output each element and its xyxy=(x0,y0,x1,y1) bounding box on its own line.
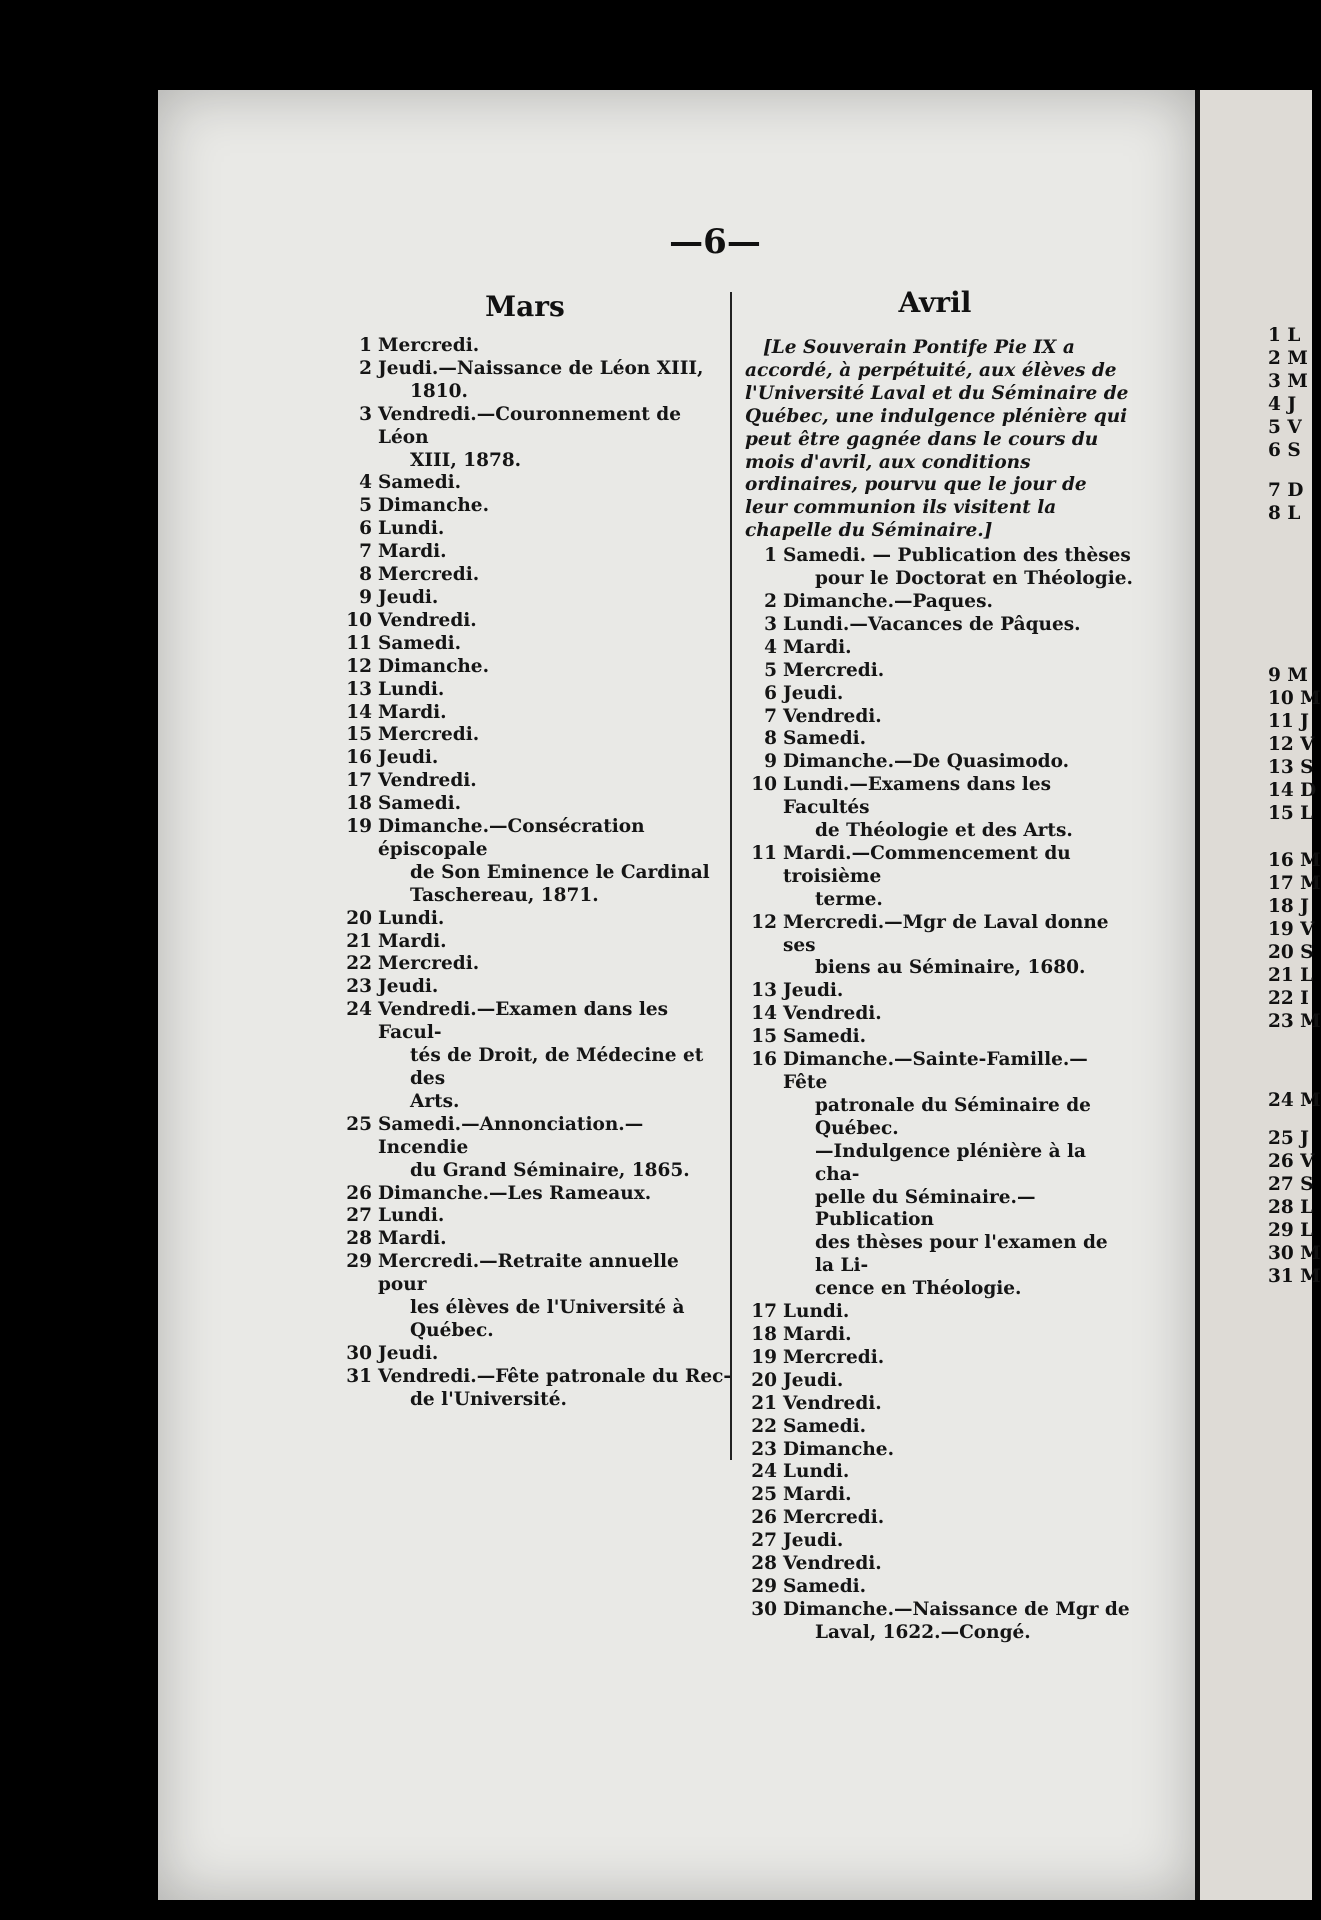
day-text: Vendredi. xyxy=(783,1392,882,1414)
adjacent-page-fragment: 7 D xyxy=(1268,480,1304,501)
day-text: Mercredi.—Retraite annuelle pour xyxy=(378,1251,679,1296)
day-text-continued: XIII, 1878. xyxy=(410,449,522,471)
day-text: Mercredi. xyxy=(783,1346,885,1368)
day-text: Vendredi.—Examen dans les Facul- xyxy=(378,999,669,1044)
day-text: Lundi. xyxy=(378,1205,445,1227)
day-text-continued: cence en Théologie. xyxy=(815,1278,1022,1300)
mars-day-entry xyxy=(340,793,732,816)
day-text-continued: les élèves de l'Université à Québec. xyxy=(410,1297,685,1341)
day-text: Mercredi. xyxy=(783,1507,885,1529)
day-text-continued: du Grand Séminaire, 1865. xyxy=(410,1159,690,1181)
day-number: 9 xyxy=(764,751,777,773)
adjacent-page-fragment: 19 V xyxy=(1268,919,1315,940)
adjacent-page-fragment: 29 L xyxy=(1268,1220,1314,1241)
day-text: Vendredi.—Couronnement de Léon xyxy=(378,403,681,448)
adjacent-page-fragment: 14 D xyxy=(1268,780,1317,801)
day-number: 25 xyxy=(751,1484,777,1506)
day-text: Samedi.—Annonciation.—Incendie xyxy=(378,1113,644,1158)
avril-day-entry xyxy=(745,545,1133,591)
avril-day-entry xyxy=(745,1530,1133,1553)
day-text: Dimanche. xyxy=(378,655,490,677)
day-number: 18 xyxy=(751,1323,777,1345)
day-number: 2 xyxy=(764,590,777,612)
mars-day-entry xyxy=(340,1114,732,1183)
day-text: Samedi. xyxy=(783,1415,867,1437)
day-number: 12 xyxy=(751,911,777,933)
day-number: 14 xyxy=(346,701,372,723)
day-text: Lundi. xyxy=(378,518,445,540)
day-text: Jeudi. xyxy=(783,1369,844,1391)
day-text-continued: de l'Université. xyxy=(410,1388,567,1410)
avril-day-entry xyxy=(745,1049,1133,1301)
avril-day-entry xyxy=(745,980,1133,1003)
day-text: Vendredi. xyxy=(783,705,882,727)
avril-day-entry xyxy=(745,1416,1133,1439)
avril-day-entry xyxy=(745,1553,1133,1576)
day-number: 6 xyxy=(764,682,777,704)
day-number: 20 xyxy=(751,1369,777,1391)
day-number: 3 xyxy=(764,613,777,635)
day-text-continued: de Son Eminence le Cardinal xyxy=(410,861,710,883)
day-number: 13 xyxy=(751,980,777,1002)
day-text-continued: biens au Séminaire, 1680. xyxy=(815,957,1086,979)
mars-day-entry xyxy=(340,541,732,564)
adjacent-page-fragment: 23 M xyxy=(1268,1011,1321,1032)
day-number: 27 xyxy=(751,1530,777,1552)
day-text: Mardi. xyxy=(378,1228,447,1250)
adjacent-page-fragment: 6 S xyxy=(1268,440,1301,461)
mars-day-entry xyxy=(340,931,732,954)
day-text: Dimanche.—De Quasimodo. xyxy=(783,751,1070,773)
adjacent-page-fragment: 16 M xyxy=(1268,850,1321,871)
day-text-continued: Taschereau, 1871. xyxy=(410,884,599,906)
day-number: 4 xyxy=(764,636,777,658)
day-number: 6 xyxy=(359,518,372,540)
mars-day-entry xyxy=(340,564,732,587)
mars-day-entry xyxy=(340,770,732,793)
day-text: Mercredi. xyxy=(378,953,480,975)
day-number: 25 xyxy=(346,1113,372,1135)
day-text: Mardi. xyxy=(378,930,447,952)
day-number: 24 xyxy=(346,999,372,1021)
avril-day-entry xyxy=(745,614,1133,637)
adjacent-page-fragment: 26 V xyxy=(1268,1151,1315,1172)
mars-day-entry xyxy=(340,976,732,999)
day-number: 10 xyxy=(346,609,372,631)
day-text: Jeudi. xyxy=(783,682,844,704)
adjacent-page-fragment: 3 M xyxy=(1268,371,1308,392)
day-text-continued: patronale du Séminaire de Québec. xyxy=(815,1094,1091,1139)
day-text: Vendredi.—Fête patronale du Rec- xyxy=(378,1365,732,1387)
day-number: 21 xyxy=(751,1392,777,1414)
avril-day-entry xyxy=(745,728,1133,751)
day-text: Dimanche.—Sainte-Famille.— Fête xyxy=(783,1049,1088,1093)
day-text: Samedi. xyxy=(783,728,867,750)
day-text: Mardi. xyxy=(378,541,447,563)
day-number: 8 xyxy=(359,564,372,586)
avril-day-entry xyxy=(745,1599,1133,1645)
day-number: 24 xyxy=(751,1461,777,1483)
mars-day-entry xyxy=(340,518,732,541)
adjacent-page-fragment: 28 L xyxy=(1268,1197,1314,1218)
day-text: Mercredi.—Mgr de Laval donne ses xyxy=(783,911,1109,956)
day-number: 5 xyxy=(359,495,372,517)
adjacent-page-fragment: 11 J xyxy=(1268,711,1309,732)
day-number: 7 xyxy=(764,705,777,727)
mars-day-entry xyxy=(340,1205,732,1228)
day-text: Lundi. xyxy=(378,907,445,929)
adjacent-page-fragment: 18 J xyxy=(1268,896,1309,917)
day-number: 22 xyxy=(346,953,372,975)
day-number: 30 xyxy=(751,1598,777,1620)
day-text: Mardi. xyxy=(783,1484,852,1506)
adjacent-page-fragment: 31 M xyxy=(1268,1266,1321,1287)
avril-day-entry xyxy=(745,1484,1133,1507)
day-text: Lundi.—Vacances de Pâques. xyxy=(783,613,1081,635)
day-number: 26 xyxy=(751,1507,777,1529)
day-text: Samedi. — Publication des thèses xyxy=(783,545,1131,567)
adjacent-page-fragment: 5 V xyxy=(1268,417,1302,438)
day-text-continued: tés de Droit, de Médecine et des xyxy=(410,1045,704,1089)
avril-day-entry xyxy=(745,912,1133,981)
day-text: Vendredi. xyxy=(783,1553,882,1575)
adjacent-page-fragment: 22 I xyxy=(1268,988,1309,1009)
day-number: 30 xyxy=(346,1342,372,1364)
mars-day-entry xyxy=(340,679,732,702)
day-number: 16 xyxy=(346,747,372,769)
day-text: Dimanche.—Consécration épiscopale xyxy=(378,816,645,860)
day-text-continued: pour le Doctorat en Théologie. xyxy=(815,568,1133,590)
day-text: Jeudi. xyxy=(378,747,439,769)
day-number: 7 xyxy=(359,541,372,563)
day-text: Lundi. xyxy=(783,1461,850,1483)
mars-day-entry xyxy=(340,724,732,747)
avril-day-entry xyxy=(745,1461,1133,1484)
avril-day-entry xyxy=(745,1439,1133,1462)
avril-day-entry xyxy=(745,683,1133,706)
mars-day-entry xyxy=(340,1251,732,1343)
avril-column xyxy=(745,337,1133,1645)
avril-day-entry xyxy=(745,1003,1133,1026)
day-text: Lundi. xyxy=(378,678,445,700)
mars-day-entry xyxy=(340,1183,732,1206)
adjacent-page-fragment: 15 L xyxy=(1268,803,1314,824)
avril-day-entry xyxy=(745,1324,1133,1347)
day-text: Jeudi.—Naissance de Léon XIII, xyxy=(378,357,704,379)
adjacent-page-fragment: 30 M xyxy=(1268,1243,1321,1264)
day-number: 28 xyxy=(751,1553,777,1575)
day-text: Mardi. xyxy=(783,636,852,658)
day-text: Mercredi. xyxy=(378,724,480,746)
avril-day-entry xyxy=(745,1347,1133,1370)
avril-day-entry xyxy=(745,1301,1133,1324)
avril-day-entry xyxy=(745,1393,1133,1416)
day-number: 18 xyxy=(346,793,372,815)
day-text: Dimanche. xyxy=(783,1438,895,1460)
mars-day-entry xyxy=(340,404,732,473)
mars-day-entry xyxy=(340,953,732,976)
adjacent-page-fragment: 17 M xyxy=(1268,873,1321,894)
day-text: Mercredi. xyxy=(378,335,480,356)
avril-heading: Avril xyxy=(898,286,972,319)
day-number: 11 xyxy=(751,842,777,864)
day-text-continued: terme. xyxy=(815,888,883,910)
day-number: 29 xyxy=(751,1575,777,1597)
mars-heading: Mars xyxy=(485,290,565,323)
day-number: 22 xyxy=(751,1415,777,1437)
avril-day-entry xyxy=(745,843,1133,912)
day-number: 3 xyxy=(359,403,372,425)
day-text-continued: de Théologie et des Arts. xyxy=(815,820,1073,842)
adjacent-page-fragment: 4 J xyxy=(1268,394,1297,415)
day-text-continued: —Indulgence plénière à la cha- xyxy=(815,1140,1087,1185)
day-number: 15 xyxy=(346,724,372,746)
day-number: 8 xyxy=(764,728,777,750)
mars-day-entry xyxy=(340,472,732,495)
adjacent-page-fragment: 10 M xyxy=(1268,688,1321,709)
day-text: Vendredi. xyxy=(378,770,477,792)
day-text: Dimanche.—Les Rameaux. xyxy=(378,1182,652,1204)
mars-day-entry xyxy=(340,633,732,656)
day-text-continued: pelle du Séminaire.—Publication xyxy=(815,1186,1036,1231)
day-text: Jeudi. xyxy=(378,586,439,608)
day-number: 11 xyxy=(346,632,372,654)
day-number: 27 xyxy=(346,1205,372,1227)
day-number: 15 xyxy=(751,1026,777,1048)
mars-day-entry xyxy=(340,1343,732,1366)
avril-day-entry xyxy=(745,706,1133,729)
mars-day-entry xyxy=(340,495,732,518)
day-number: 13 xyxy=(346,678,372,700)
day-number: 1 xyxy=(764,545,777,567)
adjacent-page-fragment: 12 V xyxy=(1268,734,1315,755)
day-number: 23 xyxy=(751,1438,777,1460)
mars-day-entry xyxy=(340,335,732,358)
avril-day-entry xyxy=(745,591,1133,614)
day-text-continued: 1810. xyxy=(410,380,468,402)
day-text: Mardi. xyxy=(783,1323,852,1345)
day-text: Mercredi. xyxy=(378,564,480,586)
day-text-continued: des thèses pour l'examen de la Li- xyxy=(815,1232,1108,1277)
adjacent-page-fragment: 20 S xyxy=(1268,942,1314,963)
day-number: 5 xyxy=(764,659,777,681)
day-text: Mardi. xyxy=(378,701,447,723)
avril-day-entry xyxy=(745,637,1133,660)
day-number: 19 xyxy=(751,1346,777,1368)
adjacent-page-fragment: 1 L xyxy=(1268,325,1301,346)
mars-day-entry xyxy=(340,999,732,1114)
mars-day-entry xyxy=(340,702,732,725)
avril-day-entry xyxy=(745,1576,1133,1599)
day-number: 28 xyxy=(346,1228,372,1250)
day-text-continued: Laval, 1622.—Congé. xyxy=(815,1621,1031,1643)
day-number: 21 xyxy=(346,930,372,952)
day-text: Jeudi. xyxy=(783,1530,844,1552)
avril-day-entry xyxy=(745,774,1133,843)
day-text: Jeudi. xyxy=(783,980,844,1002)
day-number: 23 xyxy=(346,976,372,998)
avril-day-entry xyxy=(745,660,1133,683)
adjacent-page-fragment: 24 M xyxy=(1268,1090,1321,1111)
avril-day-entry xyxy=(745,1370,1133,1393)
day-text: Samedi. xyxy=(378,632,462,654)
adjacent-page-fragment: 21 L xyxy=(1268,965,1314,986)
day-text: Dimanche.—Paques. xyxy=(783,590,993,612)
day-text: Lundi.—Examens dans les Facultés xyxy=(783,774,1052,819)
page-number: —6— xyxy=(669,222,761,262)
day-number: 20 xyxy=(346,907,372,929)
day-number: 29 xyxy=(346,1251,372,1273)
day-number: 31 xyxy=(346,1365,372,1387)
day-text: Dimanche. xyxy=(378,495,490,517)
day-text-continued: Arts. xyxy=(410,1090,460,1112)
mars-day-entry xyxy=(340,816,732,908)
day-text: Samedi. xyxy=(783,1026,867,1048)
mars-day-entry xyxy=(340,908,732,931)
avril-day-entry xyxy=(745,1507,1133,1530)
mars-day-entry xyxy=(340,1228,732,1251)
day-number: 12 xyxy=(346,655,372,677)
day-text: Samedi. xyxy=(378,472,462,494)
mars-day-entry xyxy=(340,610,732,633)
day-text: Vendredi. xyxy=(378,609,477,631)
day-number: 9 xyxy=(359,586,372,608)
mars-day-entry xyxy=(340,587,732,610)
adjacent-page-fragment: 13 S xyxy=(1268,757,1314,778)
day-text: Lundi. xyxy=(783,1301,850,1323)
day-text: Mercredi. xyxy=(783,659,885,681)
day-number: 17 xyxy=(346,770,372,792)
day-number: 16 xyxy=(751,1049,777,1071)
avril-day-entry xyxy=(745,1026,1133,1049)
adjacent-page-fragment: 8 L xyxy=(1268,503,1301,524)
day-text: Samedi. xyxy=(378,793,462,815)
mars-day-entry xyxy=(340,1366,732,1412)
mars-day-entry xyxy=(340,358,732,404)
day-text: Vendredi. xyxy=(783,1003,882,1025)
day-text: Jeudi. xyxy=(378,976,439,998)
day-number: 17 xyxy=(751,1301,777,1323)
day-number: 26 xyxy=(346,1182,372,1204)
day-text: Samedi. xyxy=(783,1575,867,1597)
adjacent-page-fragment: 9 M xyxy=(1268,665,1308,686)
day-number: 2 xyxy=(359,357,372,379)
adjacent-page-fragment: 2 M xyxy=(1268,348,1308,369)
mars-day-entry xyxy=(340,747,732,770)
day-number: 10 xyxy=(751,774,777,796)
day-number: 19 xyxy=(346,816,372,838)
adjacent-page-fragment: 27 S xyxy=(1268,1174,1314,1195)
mars-day-entry xyxy=(340,656,732,679)
adjacent-page-fragment: 25 J xyxy=(1268,1128,1309,1149)
mars-column xyxy=(340,335,732,1412)
day-number: 4 xyxy=(359,472,372,494)
day-text: Dimanche.—Naissance de Mgr de xyxy=(783,1598,1130,1620)
day-text: Mardi.—Commencement du troisième xyxy=(783,842,1071,887)
day-text: Jeudi. xyxy=(378,1342,439,1364)
day-number: 14 xyxy=(751,1003,777,1025)
avril-day-entry xyxy=(745,751,1133,774)
day-number: 1 xyxy=(359,335,372,356)
avril-preface: [Le Souverain Pontife Pie IX a accordé, à perpétuité, aux élèves de l'Université Laval et du Séminaire de Québec, une indulgence plénière qui peut être gagnée dans le cours du mois d'avril, aux conditions ordinaires, pourvu que le jour de leur communion ils visitent la chapelle du Séminaire.] xyxy=(745,337,1129,542)
